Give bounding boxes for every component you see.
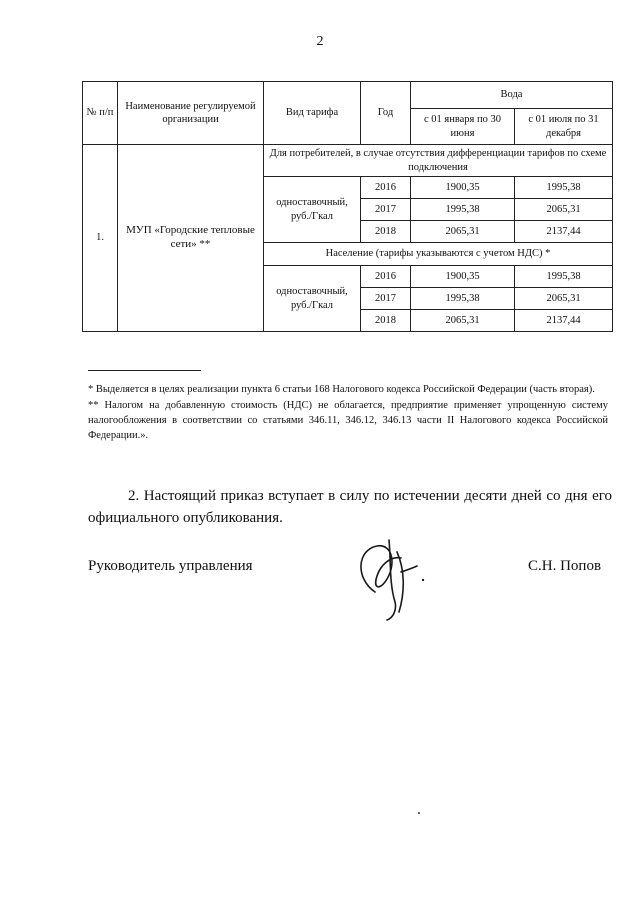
header-period-2: с 01 июля по 31 декабря xyxy=(515,109,613,145)
year-cell: 2017 xyxy=(361,288,411,310)
group-title: Население (тарифы указываются с учетом НДС) * xyxy=(264,243,613,266)
page-number: 2 xyxy=(316,34,324,49)
tariff-h2-cell: 2065,31 xyxy=(515,199,613,221)
tariff-h1-cell: 1900,35 xyxy=(411,177,515,199)
tariff-type: одноставочный, руб./Гкал xyxy=(264,177,361,243)
footnote-1: * Выделяется в целях реализации пункта 6 статьи 168 Налогового кодекса Российской Федерации (часть вторая). xyxy=(88,384,595,395)
signatory-name: С.Н. Попов xyxy=(528,558,602,574)
year-cell: 2016 xyxy=(361,266,411,288)
tariff-h1-cell: 1995,38 xyxy=(411,288,515,310)
tariff-h2-cell: 2065,31 xyxy=(515,288,613,310)
year-cell: 2016 xyxy=(361,177,411,199)
tariff-h1-cell: 1995,38 xyxy=(411,199,515,221)
signature-image xyxy=(345,530,435,622)
organization-name: МУП «Городские тепловые сети» ** xyxy=(118,145,264,332)
header-water: Вода xyxy=(411,82,613,109)
header-organization: Наименование регулируемой организации xyxy=(118,82,264,145)
scan-mark xyxy=(418,812,420,814)
tariff-h1-cell: 2065,31 xyxy=(411,221,515,243)
header-period-1: с 01 января по 30 июня xyxy=(411,109,515,145)
tariff-table xyxy=(82,81,613,332)
header-num: № п/п xyxy=(83,82,118,145)
signatory-title: Руководитель управления xyxy=(88,558,253,574)
footnote-2: ** Налогом на добавленную стоимость (НДС) не облагается, предприятие применяет упрощенную систему налогообложения в соответствии со статьями 346.11, 346.12, 346.13 части II Налогового кодекса Российской Федерации.». xyxy=(88,400,608,441)
footnotes xyxy=(88,382,608,444)
table-header-row xyxy=(83,82,613,109)
tariff-h1-cell: 2065,31 xyxy=(411,310,515,332)
tariff-h2-cell: 1995,38 xyxy=(515,177,613,199)
year-cell: 2017 xyxy=(361,199,411,221)
footnote-divider xyxy=(88,370,201,371)
group-title-row xyxy=(83,145,613,177)
row-number: 1. xyxy=(83,145,118,332)
header-year: Год xyxy=(361,82,411,145)
clause-2: 2. Настоящий приказ вступает в силу по истечении десяти дней со дня его официального опубликования. xyxy=(88,488,612,526)
tariff-h2-cell: 2137,44 xyxy=(515,221,613,243)
year-cell: 2018 xyxy=(361,221,411,243)
group-title: Для потребителей, в случае отсутствия дифференциации тарифов по схеме подключения xyxy=(264,145,613,177)
year-cell: 2018 xyxy=(361,310,411,332)
tariff-h2-cell: 1995,38 xyxy=(515,266,613,288)
tariff-h1-cell: 1900,35 xyxy=(411,266,515,288)
tariff-h2-cell: 2137,44 xyxy=(515,310,613,332)
tariff-type: одноставочный, руб./Гкал xyxy=(264,266,361,332)
header-tariff-type: Вид тарифа xyxy=(264,82,361,145)
